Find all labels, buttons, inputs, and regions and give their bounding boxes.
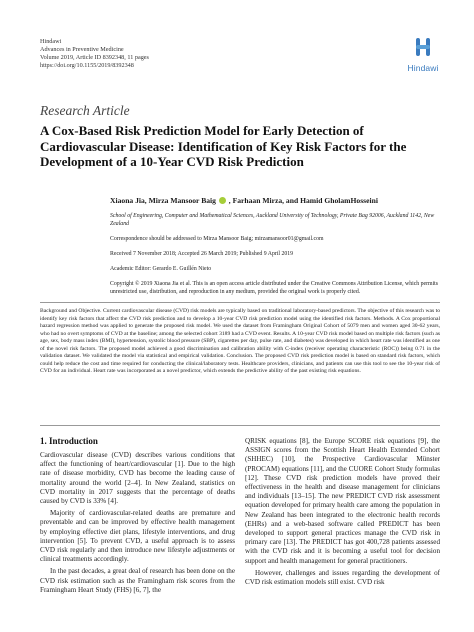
journal-name: Advances in Preventive Medicine (40, 46, 124, 53)
paragraph: Cardiovascular disease (CVD) describes various conditions that affect the functioning of heart/cardiovascular [1]. Due to the high rate of disease morbidity, CVD has become the leading cause of mortality around the world [2–4]. In New Zealand, statistics on CVD mortality in 2017 suggests that the percentage of deaths caused by CVD is 33% [4]. (40, 451, 235, 506)
authors-part-1: Xiaona Jia, Mirza Mansoor Baig (110, 196, 216, 205)
authors-part-2: , Farhaan Mirza, and Hamid GholamHosseini (228, 196, 378, 205)
divider-top (40, 302, 440, 303)
divider-bottom (40, 425, 440, 426)
doi-link[interactable]: https://doi.org/10.1155/2019/8392348 (40, 62, 134, 69)
journal-header (40, 38, 149, 70)
article-title: A Cox-Based Risk Prediction Model for Early Detection of Cardiovascular Disease: Identification of Key Risk Factors for the Development of a 10-Year CVD Risk Prediction (40, 123, 407, 169)
publisher-name: Hindawi (40, 38, 62, 45)
paragraph: Majority of cardiovascular-related deaths are premature and preventable and can be improved by effective health management by employing effective diet plans, lifestyle interventions, and drug intervention [5]. To prevent CVD, a useful approach is to assess CVD risk regularly and then introduce new lifestyle adjustments or clinical treatments accordingly. (40, 509, 235, 564)
section-heading: 1. Introduction (40, 436, 98, 446)
logo-text: Hindawi (407, 63, 439, 73)
article-type: Research Article (40, 103, 130, 118)
affiliation: School of Engineering, Computer and Mathematical Sciences, Auckland University of Technology, Private Bag 92006, Auckland 1142, New Zealand (110, 213, 435, 227)
hindawi-logo-icon (414, 37, 432, 57)
abstract: Background and Objective. Current cardiovascular disease (CVD) risk models are typically based on traditional laboratory-based predictors. The objective of this research was to identify key risk factors that affect the CVD risk prediction and to develop a 10-year CVD risk prediction model using the identified risk factors. Methods. A Cox proportional hazard regression method was applied to generate the proposed risk model. We used the dataset from Framingham Original Cohort of 5079 men and women aged 30-62 years, who had no overt symptoms of CVD at the baseline; among the selected cohort 3189 had a CVD event. Results. A 10-year CVD risk model based on multiple risk factors (such as age, sex, body mass index (BMI), hypertension, systolic blood pressure (SBP), cigarettes per day, pulse rate, and diabetes) was developed in which heart rate was identified as one of the novel risk factors. The proposed model achieved a good discrimination and calibration ability with C-index (receiver operating characteristic (ROC)) being 0.71 in the validation dataset. We validated the model via statistical and empirical validation. Conclusion. The proposed CVD risk prediction model is based on standard risk factors, which could help reduce the cost and time required for conducting the clinical/laboratory tests. Healthcare providers, clinicians, and patients can use this tool to see the 10-year risk of CVD for an individual. Heart rate was incorporated as a novel predictor, which extends the predictive ability of the past existing risk equations. (40, 308, 440, 374)
left-column (40, 451, 235, 598)
volume-info: Volume 2019, Article ID 8392348, 11 pages (40, 54, 149, 61)
academic-editor: Academic Editor: Gerardo E. Guillén Nieto (110, 266, 212, 272)
paragraph: However, challenges and issues regarding the development of CVD risk estimation models still exist. CVD risk (245, 568, 440, 587)
author-list (110, 196, 378, 205)
right-column (245, 437, 440, 590)
article-dates: Received 7 November 2018; Accepted 26 March 2019; Published 9 April 2019 (110, 251, 294, 257)
paragraph: In the past decades, a great deal of research has been done on the CVD risk estimation such as the Framingham risk scores from the Framingham Heart Study (FHS) [6, 7], the (40, 567, 235, 594)
hindawi-logo (406, 37, 440, 73)
paragraph: QRISK equations [8], the Europe SCORE risk equations [9], the ASSIGN scores from the Scottish Heart Health Extended Cohort (SHHEC) [10], the Prospective Cardiovascular Münster (PROCAM) equations [11], and the CUORE Cohort Study formulas [12]. These CVD risk prediction models have proved their effectiveness in the health and disease management for clinicians and individuals [13–15]. The new PREDICT CVD risk assessment equation developed for primary health care among the population in New Zealand has been integrated to the electronic health records (EHRs) and a web-based software called PREDICT has been developed to support general practices manage the CVD risk in primary care [13]. The PREDICT has got 400,728 patients assessed with the CVD risk and it is becoming a useful tool for decision support and health management for general practitioners. (245, 437, 440, 565)
correspondence: Correspondence should be addressed to Mirza Mansoor Baig; mirzamansoor01@gmail.com (110, 236, 324, 242)
orcid-icon[interactable] (219, 197, 226, 204)
copyright-notice: Copyright © 2019 Xiaona Jia et al. This is an open access article distributed under the Creative Commons Attribution License, which permits unrestricted use, distribution, and reproduction in any medium, provided the original work is properly cited. (110, 281, 439, 295)
